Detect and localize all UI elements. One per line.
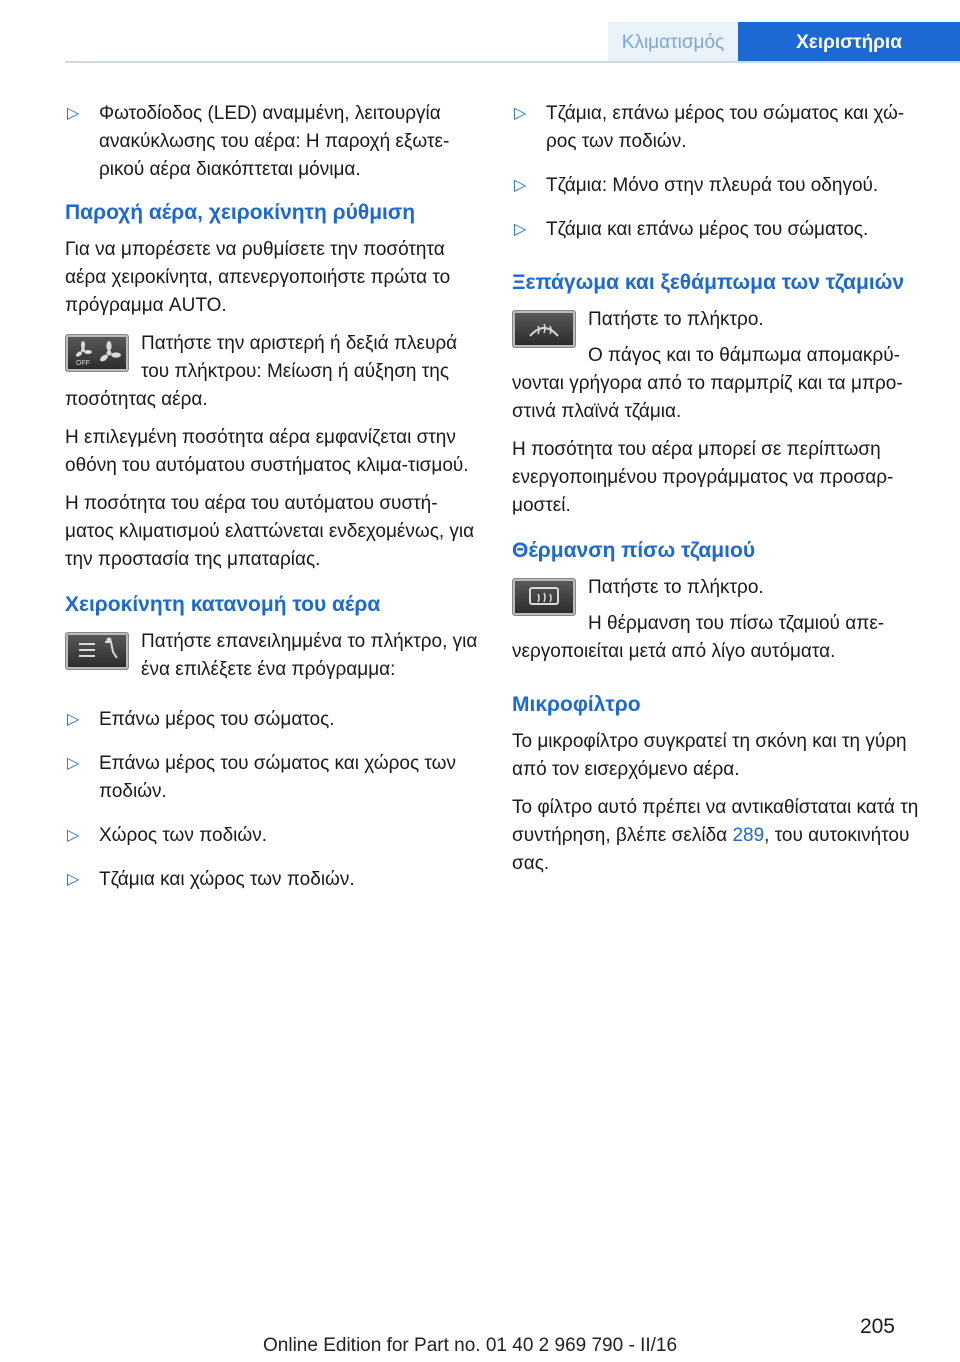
paragraph-filter-1: Το μικροφίλτρο συγκρατεί τη σκόνη και τη γύρη από τον εισερχόμενο αέρα.	[512, 731, 907, 780]
section-tab[interactable]: Κλιματισμός	[608, 22, 738, 62]
bullet-text: Επάνω μέρος του σώματος και χώρος των ποδιών.	[99, 753, 456, 802]
paragraph-reduced: Η ποσότητα του αέρα του αυτόματου συστή-ματος κλιματισμού ελαττώνεται ενδεχομένως, για την προστασία της μπαταρίας.	[65, 493, 475, 570]
paragraph-defrost	[512, 306, 926, 426]
text-press-side: Πατήστε την αριστερή ή δεξιά πλευρά του πλήκτρου: Μείωση ή αύξηση της ποσότητας αέρα.	[65, 333, 458, 410]
header-tabs	[608, 22, 960, 62]
text-defrost: Ο πάγος και το θάμπωμα απομακρύ-νονται γρήγορα από το παρμπρίζ και τα μπρο-στινά πλαϊνά τζάμια.	[512, 345, 903, 422]
page-number: 205	[859, 1315, 895, 1338]
bullet-marker-icon: ▷	[67, 711, 80, 728]
fan-off-label: OFF	[76, 360, 90, 367]
bullet-text: Τζάμια και επάνω μέρος του σώματος.	[546, 219, 869, 240]
paragraph-filter-2	[512, 794, 926, 878]
air-distribution-button-icon	[65, 632, 129, 670]
bullet-marker-icon: ▷	[514, 105, 527, 122]
bullet-text: Φωτοδίοδος (LED) αναμμένη, λειτουργία ανακύκλωσης του αέρα: Η παροχή εξωτε-ρικού αέρα διακόπτεται μόνιμα.	[99, 103, 450, 180]
bullet-distribution-2	[65, 750, 479, 806]
bullet-distribution-7	[512, 216, 926, 244]
heading-rear-window: Θέρμανση πίσω τζαμιού	[512, 539, 756, 562]
page-link[interactable]: 289	[732, 825, 765, 846]
bullet-marker-icon: ▷	[67, 871, 80, 888]
bullet-distribution-3	[65, 822, 479, 850]
fan-speed-button-icon	[65, 334, 129, 372]
bullet-text: Επάνω μέρος του σώματος.	[99, 709, 335, 730]
rear-window-heating-button-icon	[512, 578, 576, 616]
paragraph-air-flow: Για να μπορέσετε να ρυθμίσετε την ποσότητα αέρα χειροκίνητα, απενεργοποιήστε πρώτα το πρόγραμμα AUTO.	[65, 239, 451, 316]
bullet-distribution-5	[512, 100, 926, 156]
bullet-distribution-4	[65, 866, 479, 894]
paragraph-rear-window	[512, 574, 926, 666]
left-column	[65, 100, 479, 910]
bullet-text: Χώρος των ποδιών.	[99, 825, 267, 846]
bullet-text: Τζάμια: Μόνο στην πλευρά του οδηγού.	[546, 175, 879, 196]
bullet-recirculation	[65, 100, 479, 184]
header-rule	[65, 61, 960, 63]
chapter-tab[interactable]: Χειριστήρια	[738, 22, 960, 62]
bullet-text: Τζάμια, επάνω μέρος του σώματος και χώ-ρος των ποδιών.	[546, 103, 905, 152]
heading-distribution: Χειροκίνητη κατανομή του αέρα	[65, 593, 381, 616]
edition-footer: Online Edition for Part no. 01 40 2 969 790 - II/16	[263, 1335, 678, 1356]
bullet-marker-icon: ▷	[514, 221, 527, 238]
text-press-key-rear: Πατήστε το πλήκτρο.	[588, 577, 764, 598]
text-press-repeat: Πατήστε επανειλημμένα το πλήκτρο, για ένα επιλέξετε ένα πρόγραμμα:	[141, 631, 478, 680]
bullet-distribution-6	[512, 172, 926, 200]
paragraph-defrost-program: Η ποσότητα του αέρα μπορεί σε περίπτωση ενεργοποιημένου προγράμματος να προσαρ-μοστεί.	[512, 439, 894, 516]
bullet-marker-icon: ▷	[514, 177, 527, 194]
heading-air-flow: Παροχή αέρα, χειροκίνητη ρύθμιση	[65, 201, 416, 224]
bullet-marker-icon: ▷	[67, 105, 80, 122]
heading-defrost: Ξεπάγωμα και ξεθάμπωμα των τζαμιών	[512, 271, 905, 294]
text-press-key-defrost: Πατήστε το πλήκτρο.	[588, 309, 764, 330]
paragraph-press-repeat	[65, 628, 479, 684]
bullet-text: Τζάμια και χώρος των ποδιών.	[99, 869, 355, 890]
bullet-marker-icon: ▷	[67, 827, 80, 844]
defrost-button-icon	[512, 310, 576, 348]
heading-micro-filter: Μικροφίλτρο	[512, 693, 641, 716]
paragraph-display: Η επιλεγμένη ποσότητα αέρα εμφανίζεται στην οθόνη του αυτόματου συστήματος κλιμα-τισμού.	[65, 427, 469, 476]
bullet-distribution-1	[65, 706, 479, 734]
right-column	[512, 100, 926, 888]
text-filter-2a: Το φίλτρο αυτό πρέπει να αντικαθίσταται κατά τη συντήρηση, βλέπε σελίδα	[512, 797, 919, 846]
text-rear: Η θέρμανση του πίσω τζαμιού απε-νεργοποιείται μετά από λίγο αυτόματα.	[512, 613, 885, 662]
text-filter-2b: , του αυτοκινήτου σας.	[512, 825, 910, 874]
paragraph-press-side	[65, 330, 479, 414]
bullet-marker-icon: ▷	[67, 755, 80, 772]
